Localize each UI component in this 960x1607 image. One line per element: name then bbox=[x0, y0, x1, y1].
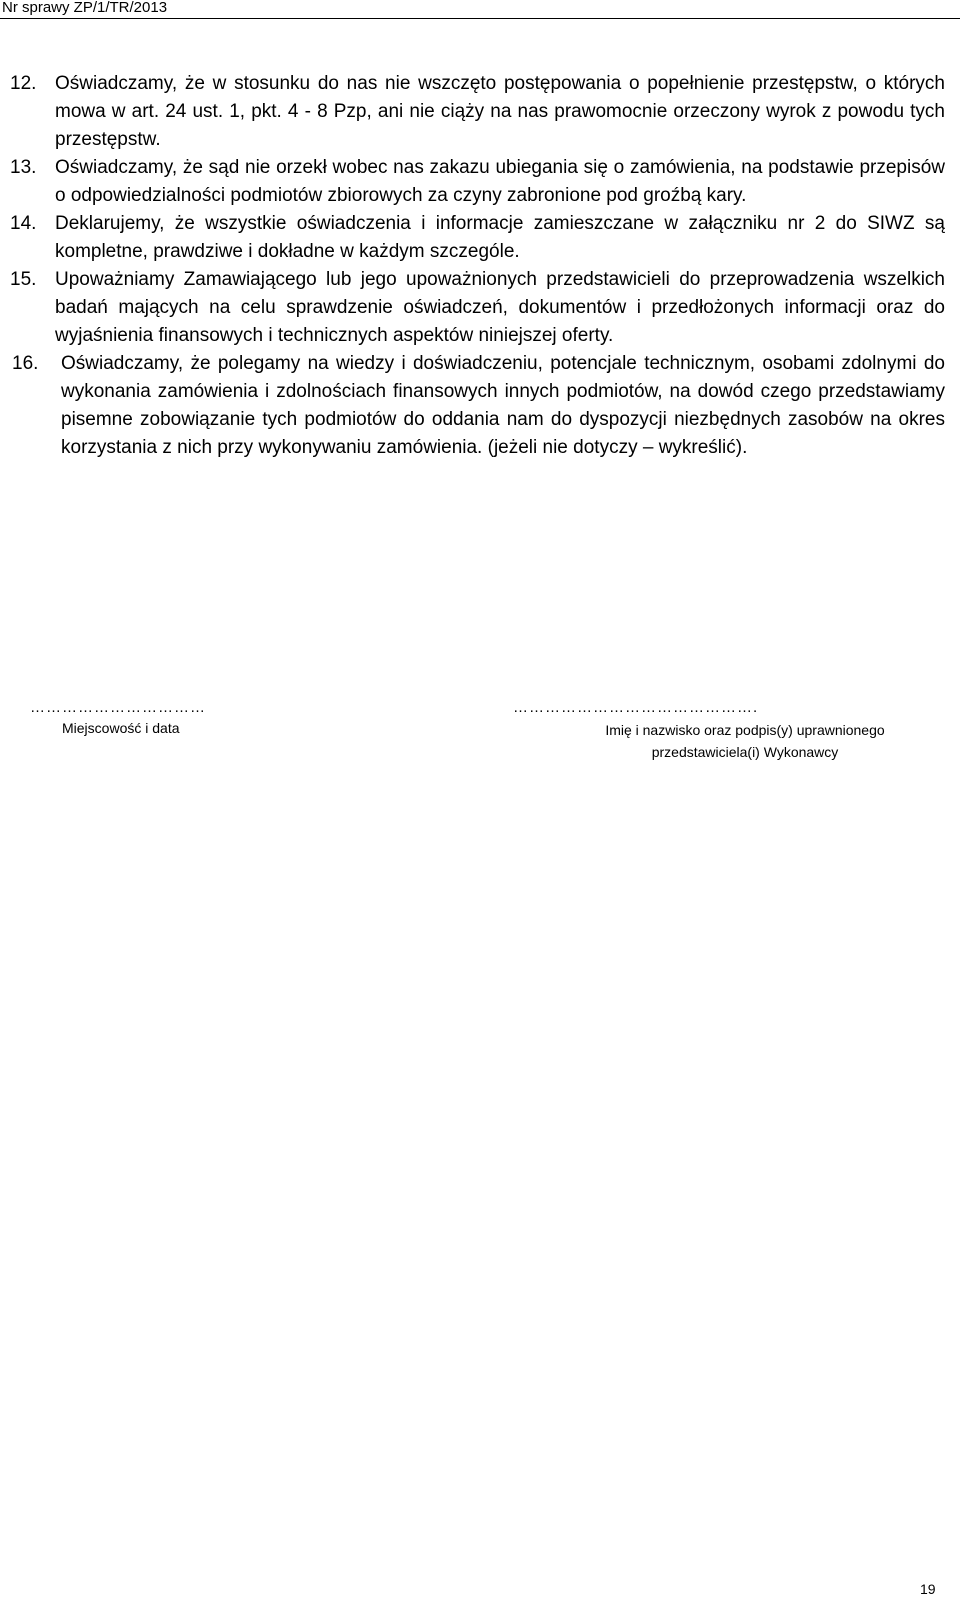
declaration-item bbox=[10, 70, 945, 154]
declaration-item bbox=[10, 154, 945, 210]
page-number: 19 bbox=[920, 1581, 936, 1597]
declaration-item bbox=[10, 266, 945, 350]
case-number: Nr sprawy ZP/1/TR/2013 bbox=[2, 0, 168, 16]
item-number: 12. bbox=[10, 73, 37, 94]
place-date-label: Miejscowość i data bbox=[62, 720, 180, 736]
signature-label-line-2: przedstawiciela(i) Wykonawcy bbox=[651, 744, 839, 760]
declaration-item bbox=[10, 210, 945, 266]
item-text: Oświadczamy, że w stosunku do nas nie wszczęto postępowania o popełnienie przestępstw, o których mowa w art. 24 ust. 1, pkt. 4 - 8 Pzp, ani nie ciąży na nas prawomocnie orzeczony wyrok z powodu tych przestępstw. bbox=[55, 73, 945, 150]
item-number: 16. bbox=[12, 353, 39, 374]
item-text: Upoważniamy Zamawiającego lub jego upoważnionych przedstawicieli do przeprowadzenia wszelkich badań mających na celu sprawdzenie oświadczeń, dokumentów i przedłożonych informacji oraz do wyjaśnienia finansowych i technicznych aspektów niniejszej oferty. bbox=[55, 269, 945, 346]
item-text: Oświadczamy, że polegamy na wiedzy i doświadczeniu, potencjale technicznym, osobami zdolnymi do wykonania zamówienia i zdolnościach finansowych innych podmiotów, na dowód czego przedstawiamy pisemne zobowiązanie tych podmiotów do oddania nam do dyspozycji niezbędnych zasobów na okres korzystania z nich przy wykonywaniu zamówienia. (jeżeli nie dotyczy – wykreślić). bbox=[61, 353, 945, 458]
signature-label bbox=[560, 719, 930, 763]
declaration-item bbox=[10, 350, 945, 462]
signature-label-line-1: Imię i nazwisko oraz podpis(y) uprawnionego bbox=[605, 722, 885, 738]
place-date-dotted-line: …………………………… bbox=[30, 699, 206, 716]
declarations-list bbox=[10, 70, 945, 462]
signature-dotted-line: ………………………………………. bbox=[513, 699, 759, 716]
page-header bbox=[0, 0, 960, 19]
item-number: 13. bbox=[10, 157, 37, 178]
item-text: Deklarujemy, że wszystkie oświadczenia i informacje zamieszczane w załączniku nr 2 do SIWZ są kompletne, prawdziwe i dokładne w każdym szczególe. bbox=[55, 213, 945, 262]
item-number: 15. bbox=[10, 269, 37, 290]
item-text: Oświadczamy, że sąd nie orzekł wobec nas zakazu ubiegania się o zamówienia, na podstawie przepisów o odpowiedzialności podmiotów zbiorowych za czyny zabronione pod groźbą kary. bbox=[55, 157, 945, 206]
item-number: 14. bbox=[10, 213, 37, 234]
